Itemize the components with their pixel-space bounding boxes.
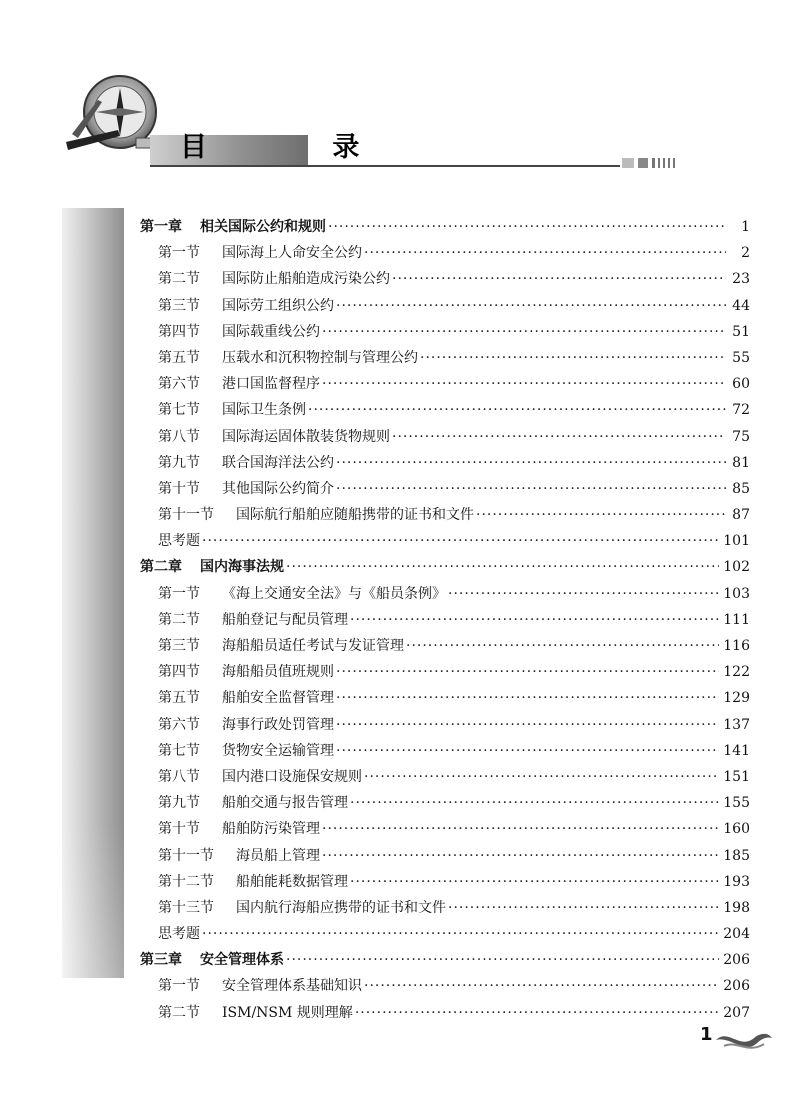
toc-entry-page: 193 bbox=[723, 873, 750, 890]
toc-section-row bbox=[140, 659, 750, 685]
sidebar-band-fade bbox=[62, 208, 124, 978]
toc-entry-title: ISM/NSM 规则理解 bbox=[222, 1004, 353, 1021]
toc-section-row bbox=[140, 266, 750, 292]
dot-leader bbox=[350, 790, 719, 816]
toc-entry-page: 185 bbox=[723, 847, 750, 864]
table-of-contents bbox=[140, 214, 750, 1026]
toc-entry-number: 第六节 bbox=[158, 716, 200, 733]
toc-entry-number: 第三节 bbox=[158, 297, 200, 314]
toc-entry-page: 102 bbox=[723, 559, 750, 576]
dot-leader bbox=[420, 345, 726, 371]
toc-entry-page: 151 bbox=[723, 768, 750, 785]
toc-entry-page: 85 bbox=[732, 480, 750, 497]
toc-entry-title: 压载水和沉积物控制与管理公约 bbox=[222, 349, 418, 366]
toc-entry-number: 第八节 bbox=[158, 768, 200, 785]
toc-entry-title: 国内航行海船应携带的证书和文件 bbox=[236, 899, 446, 916]
toc-section-row bbox=[140, 607, 750, 633]
toc-entry-number: 第三节 bbox=[158, 638, 200, 654]
toc-section-row bbox=[140, 790, 750, 816]
toc-chapter-row bbox=[140, 554, 750, 580]
toc-entry-number: 第八节 bbox=[158, 428, 200, 445]
dot-leader bbox=[406, 633, 719, 659]
toc-entry-number: 第十二节 bbox=[158, 873, 214, 890]
dot-leader bbox=[448, 895, 719, 921]
toc-entry-page: 129 bbox=[723, 690, 750, 707]
dot-leader bbox=[202, 921, 719, 947]
toc-entry-title: 国际载重线公约 bbox=[222, 323, 320, 340]
toc-entry-page: 137 bbox=[723, 716, 750, 733]
toc-entry-title: 安全管理体系 bbox=[200, 952, 284, 969]
toc-section-row bbox=[140, 450, 750, 476]
dot-leader bbox=[364, 973, 719, 999]
dot-leader bbox=[364, 764, 719, 790]
dot-leader bbox=[336, 476, 726, 502]
toc-entry-page: 101 bbox=[723, 533, 750, 550]
dot-leader bbox=[286, 554, 719, 580]
toc-section-row bbox=[140, 502, 750, 528]
toc-section-row bbox=[140, 319, 750, 345]
toc-entry-title: 相关国际公约和规则 bbox=[200, 219, 326, 235]
toc-entry-title: 安全管理体系基础知识 bbox=[222, 978, 362, 995]
toc-entry-page: 60 bbox=[732, 376, 750, 393]
toc-entry-number: 第一节 bbox=[158, 585, 200, 602]
toc-entry-number: 第二节 bbox=[158, 611, 200, 628]
toc-chapter-row bbox=[140, 947, 750, 973]
toc-entry-title: 国际航行船舶应随船携带的证书和文件 bbox=[236, 507, 474, 524]
dot-leader bbox=[350, 869, 719, 895]
toc-section-row bbox=[140, 1000, 750, 1026]
toc-entry-page: 23 bbox=[732, 271, 750, 288]
toc-entry-page: 122 bbox=[723, 664, 750, 681]
toc-entry-title: 联合国海洋法公约 bbox=[222, 454, 334, 471]
toc-section-row bbox=[140, 895, 750, 921]
toc-thinking-row bbox=[140, 921, 750, 947]
toc-entry-number: 第九节 bbox=[158, 795, 200, 812]
toc-entry-number: 第十一节 bbox=[158, 507, 214, 524]
toc-entry-page: 103 bbox=[723, 585, 750, 602]
toc-entry-page: 75 bbox=[732, 428, 750, 445]
toc-section-row bbox=[140, 371, 750, 397]
toc-entry-page: 141 bbox=[723, 742, 750, 759]
toc-entry-page: 81 bbox=[732, 454, 750, 471]
toc-entry-number: 第十一节 bbox=[158, 847, 214, 864]
toc-entry-title: 船舶安全监督管理 bbox=[222, 690, 334, 707]
toc-entry-title: 思考题 bbox=[158, 533, 200, 550]
toc-entry-page: 116 bbox=[723, 638, 750, 654]
dot-leader bbox=[336, 450, 726, 476]
toc-entry-page: 87 bbox=[732, 507, 750, 524]
toc-section-row bbox=[140, 345, 750, 371]
toc-entry-title: 国际劳工组织公约 bbox=[222, 297, 334, 314]
toc-section-row bbox=[140, 293, 750, 319]
toc-entry-title: 《海上交通安全法》与《船员条例》 bbox=[222, 585, 446, 602]
toc-entry-page: 55 bbox=[732, 349, 750, 366]
toc-entry-number: 第二章 bbox=[140, 559, 182, 576]
toc-entry-title: 船舶登记与配员管理 bbox=[222, 611, 348, 628]
toc-entry-page: 204 bbox=[723, 926, 750, 943]
toc-section-row bbox=[140, 424, 750, 450]
toc-entry-number: 第二节 bbox=[158, 1004, 200, 1021]
toc-entry-number: 第十三节 bbox=[158, 899, 214, 916]
dot-leader bbox=[392, 424, 726, 450]
toc-section-row bbox=[140, 869, 750, 895]
toc-entry-title: 国际海上人命安全公约 bbox=[222, 245, 362, 262]
dot-leader bbox=[322, 319, 726, 345]
toc-entry-number: 第一章 bbox=[140, 219, 182, 235]
toc-entry-page: 44 bbox=[732, 297, 750, 314]
toc-entry-page: 198 bbox=[723, 899, 750, 916]
toc-section-row bbox=[140, 476, 750, 502]
dot-leader bbox=[322, 843, 719, 869]
toc-entry-title: 国内港口设施保安规则 bbox=[222, 768, 362, 785]
toc-entry-number: 第九节 bbox=[158, 454, 200, 471]
toc-entry-number: 第六节 bbox=[158, 376, 200, 393]
toc-entry-number: 第五节 bbox=[158, 690, 200, 707]
toc-entry-number: 第三章 bbox=[140, 952, 182, 969]
toc-entry-page: 111 bbox=[723, 611, 750, 628]
toc-section-row bbox=[140, 973, 750, 999]
dot-leader bbox=[350, 607, 719, 633]
dot-leader bbox=[328, 214, 726, 240]
toc-entry-title: 国际卫生条例 bbox=[222, 402, 306, 419]
toc-entry-title: 海员船上管理 bbox=[236, 847, 320, 864]
toc-section-row bbox=[140, 764, 750, 790]
toc-chapter-row bbox=[140, 214, 750, 240]
dot-leader bbox=[308, 397, 726, 423]
dot-leader bbox=[336, 738, 719, 764]
toc-entry-title: 海事行政处罚管理 bbox=[222, 716, 334, 733]
toc-entry-page: 72 bbox=[732, 402, 750, 419]
dot-leader bbox=[286, 947, 719, 973]
dot-leader bbox=[322, 816, 719, 842]
toc-section-row bbox=[140, 843, 750, 869]
toc-entry-title: 其他国际公约简介 bbox=[222, 480, 334, 497]
dot-leader bbox=[336, 712, 719, 738]
toc-entry-page: 207 bbox=[723, 1004, 750, 1021]
toc-entry-title: 港口国监督程序 bbox=[222, 376, 320, 393]
toc-entry-title: 船舶防污染管理 bbox=[222, 821, 320, 838]
toc-section-row bbox=[140, 816, 750, 842]
toc-section-row bbox=[140, 240, 750, 266]
toc-entry-number: 第七节 bbox=[158, 402, 200, 419]
toc-entry-number: 第十节 bbox=[158, 480, 200, 497]
dot-leader bbox=[448, 581, 719, 607]
dot-leader bbox=[322, 371, 726, 397]
toc-entry-page: 1 bbox=[741, 219, 750, 235]
toc-entry-number: 第七节 bbox=[158, 742, 200, 759]
toc-entry-title: 货物安全运输管理 bbox=[222, 742, 334, 759]
toc-thinking-row bbox=[140, 528, 750, 554]
toc-entry-number: 第一节 bbox=[158, 245, 200, 262]
title-rule bbox=[150, 165, 620, 167]
swirl-ornament-icon bbox=[714, 1024, 774, 1052]
dot-leader bbox=[364, 240, 726, 266]
toc-section-row bbox=[140, 685, 750, 711]
toc-entry-page: 2 bbox=[741, 245, 750, 262]
dot-leader bbox=[355, 1000, 719, 1026]
toc-entry-number: 第四节 bbox=[158, 664, 200, 681]
page-number: 1 bbox=[700, 1024, 713, 1045]
toc-entry-title: 海船船员适任考试与发证管理 bbox=[222, 638, 404, 654]
toc-entry-page: 160 bbox=[723, 821, 750, 838]
toc-entry-number: 第二节 bbox=[158, 271, 200, 288]
toc-entry-title: 国内海事法规 bbox=[200, 559, 284, 576]
toc-section-row bbox=[140, 738, 750, 764]
title-decoration bbox=[622, 158, 682, 170]
toc-entry-page: 155 bbox=[723, 795, 750, 812]
toc-entry-title: 思考题 bbox=[158, 926, 200, 943]
toc-entry-title: 船舶交通与报告管理 bbox=[222, 795, 348, 812]
dot-leader bbox=[336, 293, 726, 319]
toc-entry-title: 海船船员值班规则 bbox=[222, 664, 334, 681]
dot-leader bbox=[202, 528, 719, 554]
toc-entry-number: 第十节 bbox=[158, 821, 200, 838]
toc-entry-number: 第五节 bbox=[158, 349, 200, 366]
dot-leader bbox=[476, 502, 726, 528]
toc-section-row bbox=[140, 581, 750, 607]
toc-section-row bbox=[140, 633, 750, 659]
toc-entry-page: 206 bbox=[723, 952, 750, 969]
toc-section-row bbox=[140, 712, 750, 738]
toc-entry-page: 51 bbox=[732, 323, 750, 340]
toc-entry-title: 国际海运固体散装货物规则 bbox=[222, 428, 390, 445]
toc-section-row bbox=[140, 397, 750, 423]
toc-entry-title: 国际防止船舶造成污染公约 bbox=[222, 271, 390, 288]
toc-entry-title: 船舶能耗数据管理 bbox=[236, 873, 348, 890]
dot-leader bbox=[392, 266, 726, 292]
toc-entry-page: 206 bbox=[723, 978, 750, 995]
dot-leader bbox=[336, 685, 719, 711]
page-title: 目 录 bbox=[180, 132, 418, 163]
toc-entry-number: 第一节 bbox=[158, 978, 200, 995]
toc-entry-number: 第四节 bbox=[158, 323, 200, 340]
page-header bbox=[0, 0, 790, 200]
dot-leader bbox=[336, 659, 719, 685]
